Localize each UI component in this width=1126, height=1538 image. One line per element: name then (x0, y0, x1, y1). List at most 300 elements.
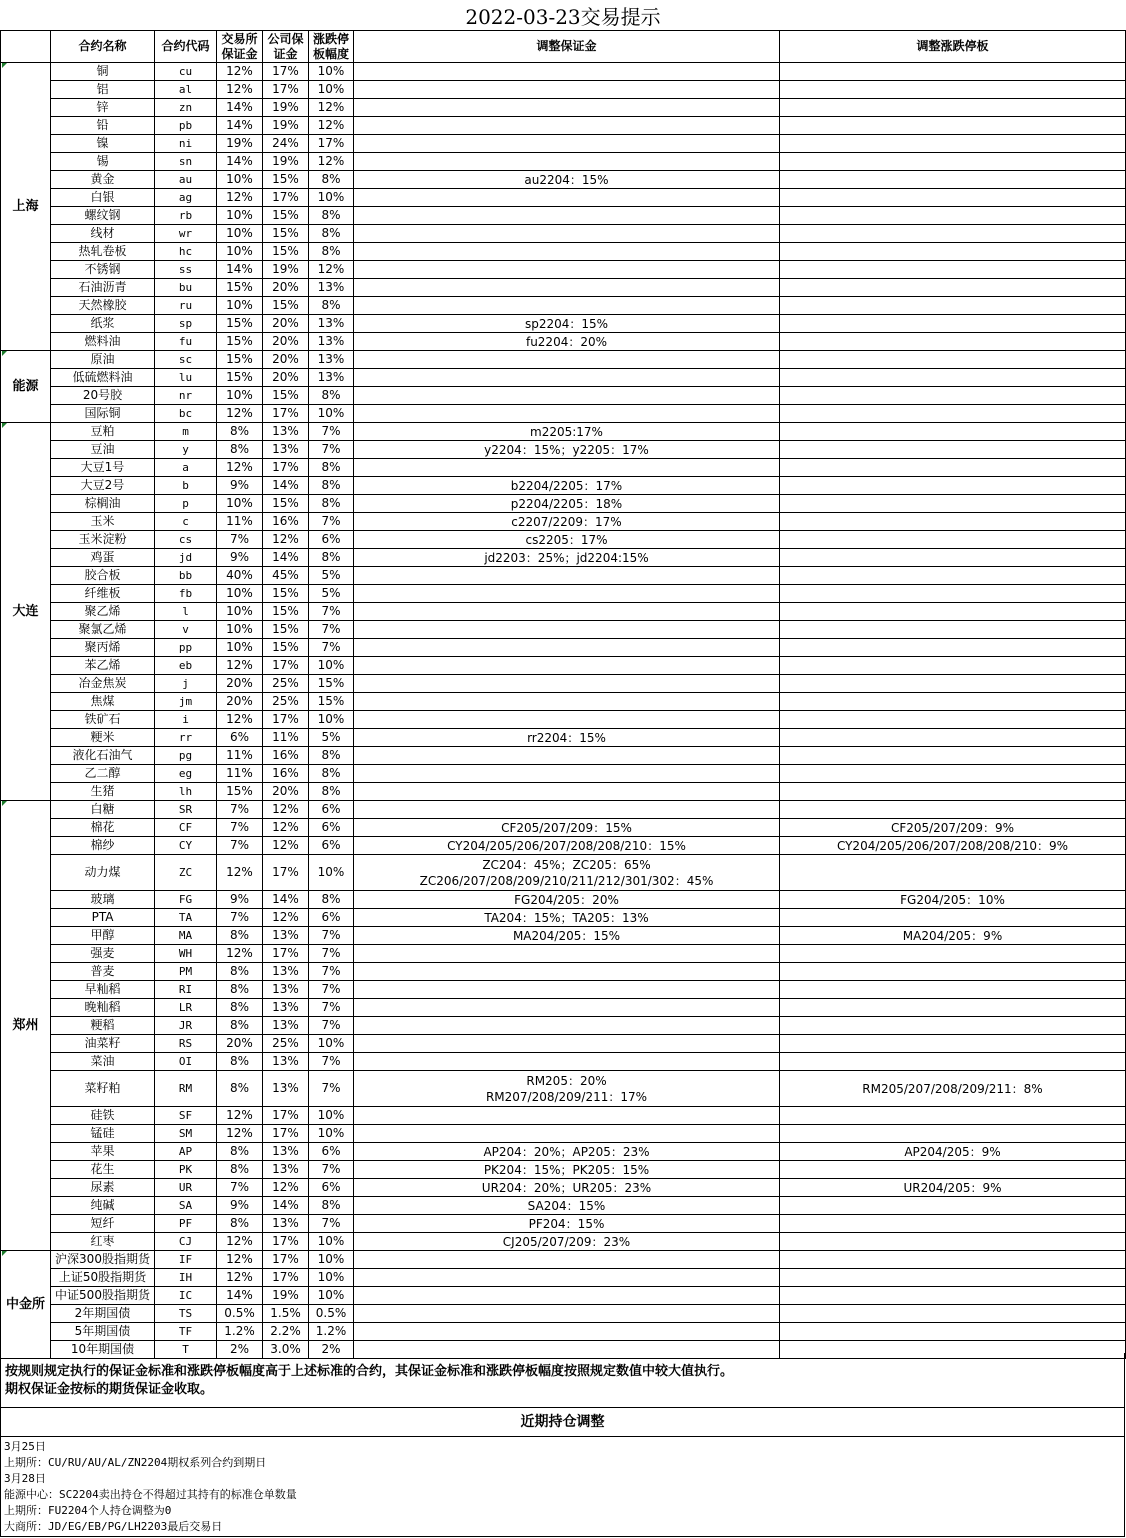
exchange-margin: 14% (217, 117, 263, 135)
table-row (1, 1251, 1126, 1269)
price-limit: 7% (309, 1053, 354, 1071)
table-row (1, 1233, 1126, 1251)
exchange-margin: 15% (217, 333, 263, 351)
adjusted-margin (354, 81, 780, 99)
adjusted-limit (780, 621, 1126, 639)
contract-code: pp (155, 639, 217, 657)
company-margin: 17% (263, 405, 309, 423)
adjusted-margin-text: MA204/205：15% (512, 928, 621, 943)
contract-name: 粳稻 (51, 1017, 155, 1035)
company-margin: 17% (263, 945, 309, 963)
exchange-margin: 9% (217, 549, 263, 567)
adjusted-limit (780, 1017, 1126, 1035)
price-limit: 8% (309, 495, 354, 513)
contract-code: PM (155, 963, 217, 981)
company-margin: 13% (263, 927, 309, 945)
contract-code: sp (155, 315, 217, 333)
table-row (1, 1035, 1126, 1053)
exchange-margin: 11% (217, 747, 263, 765)
adjusted-margin (354, 387, 780, 405)
exchange-margin: 15% (217, 369, 263, 387)
contract-code: bc (155, 405, 217, 423)
company-margin: 12% (263, 909, 309, 927)
price-limit: 7% (309, 1215, 354, 1233)
contract-code: ss (155, 261, 217, 279)
adjusted-limit (780, 171, 1126, 189)
adjusted-limit (780, 909, 1126, 927)
table-row (1, 1179, 1126, 1197)
exchange-cell (1, 423, 51, 801)
table-row (1, 1017, 1126, 1035)
exchange-label: 大连 (12, 604, 39, 619)
adjusted-limit: FG204/205：10% (780, 891, 1126, 909)
adjusted-margin (354, 63, 780, 81)
contract-name: 中证500股指期货 (51, 1287, 155, 1305)
price-limit: 8% (309, 171, 354, 189)
adjusted-margin (354, 1215, 780, 1233)
table-row (1, 765, 1126, 783)
adjusted-margin-text: b2204/2205：17% (510, 478, 623, 493)
contract-name: 豆粕 (51, 423, 155, 441)
adjusted-margin (354, 1251, 780, 1269)
adjusted-margin-text: PF204：15% (528, 1216, 605, 1231)
adjusted-margin (354, 1323, 780, 1341)
price-limit: 10% (309, 1251, 354, 1269)
adjusted-margin-text: CJ205/207/209：23% (502, 1234, 631, 1249)
table-row (1, 891, 1126, 909)
exchange-margin: 12% (217, 63, 263, 81)
contract-name: 玉米 (51, 513, 155, 531)
header-comp-margin: 公司保证金 (263, 31, 309, 63)
table-row (1, 801, 1126, 819)
table-row (1, 621, 1126, 639)
adjusted-limit (780, 657, 1126, 675)
price-limit: 8% (309, 1197, 354, 1215)
adjusted-margin (354, 117, 780, 135)
contract-name: 胶合板 (51, 567, 155, 585)
adjusted-limit: MA204/205：9% (780, 927, 1126, 945)
table-row (1, 837, 1126, 855)
company-margin: 15% (263, 207, 309, 225)
table-row (1, 1323, 1126, 1341)
table-row (1, 747, 1126, 765)
table-row (1, 63, 1126, 81)
table-row (1, 117, 1126, 135)
adjusted-margin (354, 783, 780, 801)
contract-code: hc (155, 243, 217, 261)
company-margin: 20% (263, 783, 309, 801)
adjusted-limit: UR204/205：9% (780, 1179, 1126, 1197)
price-limit: 7% (309, 999, 354, 1017)
company-margin: 13% (263, 1071, 309, 1107)
adjusted-limit (780, 1287, 1126, 1305)
contract-name: 纸浆 (51, 315, 155, 333)
exchange-margin: 10% (217, 225, 263, 243)
adjusted-limit (780, 63, 1126, 81)
adjusted-margin (354, 1035, 780, 1053)
contract-name: 10年期国债 (51, 1341, 155, 1359)
exchange-margin: 8% (217, 981, 263, 999)
header-adj-limit: 调整涨跌停板 (780, 31, 1126, 63)
price-limit: 5% (309, 585, 354, 603)
contract-code: PK (155, 1161, 217, 1179)
exchange-margin: 10% (217, 207, 263, 225)
adjusted-limit (780, 333, 1126, 351)
contract-name: 铅 (51, 117, 155, 135)
contract-code: AP (155, 1143, 217, 1161)
table-row (1, 1269, 1126, 1287)
adjusted-margin (354, 1179, 780, 1197)
adjusted-limit (780, 747, 1126, 765)
contract-code: cu (155, 63, 217, 81)
contract-name: 尿素 (51, 1179, 155, 1197)
recent-line: 上期所：FU2204个人持仓调整为0 (4, 1504, 172, 1517)
adjusted-limit (780, 585, 1126, 603)
contract-code: WH (155, 945, 217, 963)
exchange-cell (1, 801, 51, 1251)
price-limit: 6% (309, 1143, 354, 1161)
table-row (1, 1107, 1126, 1125)
contract-name: 豆油 (51, 441, 155, 459)
price-limit: 17% (309, 135, 354, 153)
adjusted-limit (780, 153, 1126, 171)
company-margin: 13% (263, 1017, 309, 1035)
contract-name: 燃料油 (51, 333, 155, 351)
company-margin: 15% (263, 639, 309, 657)
adjusted-limit (780, 387, 1126, 405)
adjusted-limit (780, 693, 1126, 711)
exchange-margin: 8% (217, 423, 263, 441)
adjusted-limit (780, 135, 1126, 153)
adjusted-limit (780, 1323, 1126, 1341)
adjusted-margin (354, 351, 780, 369)
company-margin: 15% (263, 387, 309, 405)
table-row (1, 819, 1126, 837)
table-row (1, 639, 1126, 657)
adjusted-margin (354, 765, 780, 783)
contract-name: 生猪 (51, 783, 155, 801)
price-limit: 12% (309, 117, 354, 135)
recent-line: 上期所：CU/RU/AU/AL/ZN2204期权系列合约到期日 (4, 1456, 267, 1469)
contract-code: FG (155, 891, 217, 909)
adjusted-limit (780, 495, 1126, 513)
exchange-margin: 15% (217, 279, 263, 297)
exchange-margin: 12% (217, 945, 263, 963)
adjusted-margin (354, 153, 780, 171)
adjusted-margin (354, 675, 780, 693)
contract-code: SF (155, 1107, 217, 1125)
company-margin: 15% (263, 621, 309, 639)
company-margin: 17% (263, 1233, 309, 1251)
contract-name: 5年期国债 (51, 1323, 155, 1341)
contract-code: jm (155, 693, 217, 711)
adjusted-limit (780, 567, 1126, 585)
adjusted-limit (780, 297, 1126, 315)
contract-name: 苹果 (51, 1143, 155, 1161)
price-limit: 5% (309, 729, 354, 747)
contract-name: 棉纱 (51, 837, 155, 855)
adjusted-limit: CF205/207/209：9% (780, 819, 1126, 837)
company-margin: 16% (263, 513, 309, 531)
table-row (1, 729, 1126, 747)
contract-name: 石油沥青 (51, 279, 155, 297)
price-limit: 7% (309, 1161, 354, 1179)
exchange-margin: 8% (217, 1161, 263, 1179)
contract-code: ru (155, 297, 217, 315)
adjusted-limit (780, 531, 1126, 549)
contract-name: 线材 (51, 225, 155, 243)
adjusted-margin (354, 171, 780, 189)
exchange-margin: 12% (217, 711, 263, 729)
contract-name: 聚氯乙烯 (51, 621, 155, 639)
price-limit: 10% (309, 1125, 354, 1143)
adjusted-margin (354, 1287, 780, 1305)
company-margin: 13% (263, 423, 309, 441)
price-limit: 1.2% (309, 1323, 354, 1341)
adjusted-margin (354, 801, 780, 819)
contract-name: 液化石油气 (51, 747, 155, 765)
contract-code: fb (155, 585, 217, 603)
exchange-margin: 1.2% (217, 1323, 263, 1341)
adjusted-margin (354, 333, 780, 351)
contract-code: JR (155, 1017, 217, 1035)
table-row (1, 945, 1126, 963)
company-margin: 17% (263, 711, 309, 729)
contract-name: 棉花 (51, 819, 155, 837)
table-row (1, 1305, 1126, 1323)
adjusted-margin (354, 963, 780, 981)
adjusted-limit (780, 225, 1126, 243)
contract-code: PF (155, 1215, 217, 1233)
contract-name: 玉米淀粉 (51, 531, 155, 549)
price-limit: 6% (309, 837, 354, 855)
adjusted-margin (354, 1125, 780, 1143)
price-limit: 10% (309, 1107, 354, 1125)
contract-name: 早籼稻 (51, 981, 155, 999)
company-margin: 15% (263, 171, 309, 189)
company-margin: 19% (263, 117, 309, 135)
company-margin: 16% (263, 747, 309, 765)
table-row (1, 549, 1126, 567)
exchange-margin: 7% (217, 837, 263, 855)
adjusted-limit (780, 999, 1126, 1017)
contract-code: b (155, 477, 217, 495)
table-row (1, 171, 1126, 189)
exchange-label: 郑州 (12, 1018, 39, 1033)
contract-name: 油菜籽 (51, 1035, 155, 1053)
company-margin: 13% (263, 963, 309, 981)
company-margin: 20% (263, 333, 309, 351)
company-margin: 13% (263, 999, 309, 1017)
contract-name: 上证50股指期货 (51, 1269, 155, 1287)
table-row (1, 441, 1126, 459)
contract-name: 不锈钢 (51, 261, 155, 279)
exchange-margin: 10% (217, 387, 263, 405)
contract-name: 焦煤 (51, 693, 155, 711)
contract-name: 低硫燃料油 (51, 369, 155, 387)
adjusted-margin (354, 1017, 780, 1035)
adjusted-margin (354, 603, 780, 621)
table-row (1, 405, 1126, 423)
adjusted-margin-text-2: RM207/208/209/211：17% (485, 1089, 648, 1104)
adjusted-limit (780, 801, 1126, 819)
exchange-margin: 12% (217, 1107, 263, 1125)
adjusted-margin (354, 999, 780, 1017)
contract-code: j (155, 675, 217, 693)
table-row (1, 225, 1126, 243)
contract-code: lu (155, 369, 217, 387)
adjusted-limit (780, 603, 1126, 621)
adjusted-margin (354, 243, 780, 261)
price-limit: 10% (309, 855, 354, 891)
adjusted-limit (780, 207, 1126, 225)
table-row (1, 1053, 1126, 1071)
contract-code: y (155, 441, 217, 459)
company-margin: 17% (263, 1251, 309, 1269)
exchange-margin: 12% (217, 189, 263, 207)
adjusted-limit (780, 765, 1126, 783)
exchange-cell (1, 351, 51, 423)
adjusted-margin (354, 1107, 780, 1125)
company-margin: 17% (263, 1269, 309, 1287)
company-margin: 45% (263, 567, 309, 585)
table-row (1, 909, 1126, 927)
price-limit: 6% (309, 819, 354, 837)
adjusted-margin-text: RM205：20% (526, 1073, 607, 1088)
table-row (1, 963, 1126, 981)
adjusted-margin-text: CY204/205/206/207/208/208/210：15% (447, 838, 686, 853)
price-limit: 13% (309, 315, 354, 333)
adjusted-limit (780, 963, 1126, 981)
adjusted-limit (780, 1197, 1126, 1215)
table-row (1, 711, 1126, 729)
adjusted-margin (354, 693, 780, 711)
contract-name: 棕榈油 (51, 495, 155, 513)
contract-name: 白银 (51, 189, 155, 207)
contract-code: SR (155, 801, 217, 819)
exchange-margin: 12% (217, 657, 263, 675)
header-adj-margin: 调整保证金 (354, 31, 780, 63)
exchange-margin: 14% (217, 261, 263, 279)
company-margin: 17% (263, 459, 309, 477)
table-row (1, 603, 1126, 621)
company-margin: 13% (263, 981, 309, 999)
adjusted-margin (354, 819, 780, 837)
contract-name: 甲醇 (51, 927, 155, 945)
price-limit: 6% (309, 1179, 354, 1197)
adjusted-limit (780, 981, 1126, 999)
company-margin: 17% (263, 657, 309, 675)
exchange-margin: 12% (217, 1125, 263, 1143)
recent-line: 大商所：JD/EG/EB/PG/LH2203最后交易日 (4, 1520, 223, 1533)
contract-code: TS (155, 1305, 217, 1323)
exchange-label: 上海 (12, 199, 39, 214)
price-limit: 8% (309, 747, 354, 765)
company-margin: 11% (263, 729, 309, 747)
adjusted-margin (354, 1143, 780, 1161)
header-name: 合约名称 (51, 31, 155, 63)
adjusted-margin (354, 459, 780, 477)
adjusted-margin-text: m2205:17% (530, 424, 603, 439)
adjusted-limit (780, 711, 1126, 729)
adjusted-limit (780, 99, 1126, 117)
table-row (1, 477, 1126, 495)
table-row (1, 351, 1126, 369)
adjusted-margin (354, 567, 780, 585)
contract-name: 20号胶 (51, 387, 155, 405)
company-margin: 12% (263, 819, 309, 837)
adjusted-margin (354, 1071, 780, 1107)
price-limit: 13% (309, 333, 354, 351)
exchange-margin: 10% (217, 603, 263, 621)
exchange-margin: 7% (217, 909, 263, 927)
price-limit: 12% (309, 261, 354, 279)
page-title: 2022-03-23交易提示 (465, 5, 661, 29)
table-row (1, 279, 1126, 297)
adjusted-margin (354, 369, 780, 387)
contract-code: OI (155, 1053, 217, 1071)
table-row (1, 1143, 1126, 1161)
exchange-margin: 9% (217, 891, 263, 909)
exchange-margin: 20% (217, 675, 263, 693)
table-row (1, 423, 1126, 441)
contract-name: 聚乙烯 (51, 603, 155, 621)
adjusted-limit: CY204/205/206/207/208/208/210：9% (780, 837, 1126, 855)
contract-code: SM (155, 1125, 217, 1143)
adjusted-margin (354, 207, 780, 225)
adjusted-margin-text: y2204：15%；y2205：17% (484, 442, 649, 457)
adjusted-limit (780, 783, 1126, 801)
contract-code: lh (155, 783, 217, 801)
adjusted-limit (780, 1161, 1126, 1179)
adjusted-margin (354, 1233, 780, 1251)
company-margin: 13% (263, 1215, 309, 1233)
table-row (1, 81, 1126, 99)
exchange-margin: 15% (217, 351, 263, 369)
adjusted-margin-text: ZC204：45%；ZC205：65% (482, 857, 651, 872)
contract-name: 镍 (51, 135, 155, 153)
price-limit: 0.5% (309, 1305, 354, 1323)
company-margin: 12% (263, 1179, 309, 1197)
table-row (1, 135, 1126, 153)
adjusted-limit (780, 423, 1126, 441)
contract-code: nr (155, 387, 217, 405)
adjusted-limit (780, 1269, 1126, 1287)
adjusted-limit (780, 639, 1126, 657)
cell-marker-icon (2, 423, 7, 428)
price-limit: 8% (309, 225, 354, 243)
contract-code: rr (155, 729, 217, 747)
adjusted-limit (780, 1125, 1126, 1143)
company-margin: 15% (263, 603, 309, 621)
price-limit: 10% (309, 63, 354, 81)
contract-name: 菜油 (51, 1053, 155, 1071)
company-margin: 14% (263, 891, 309, 909)
adjusted-limit (780, 81, 1126, 99)
contract-name: 锰硅 (51, 1125, 155, 1143)
price-limit: 7% (309, 423, 354, 441)
exchange-margin: 7% (217, 801, 263, 819)
company-margin: 17% (263, 1125, 309, 1143)
adjusted-limit: RM205/207/208/209/211：8% (780, 1071, 1126, 1107)
company-margin: 20% (263, 351, 309, 369)
contract-name: 硅铁 (51, 1107, 155, 1125)
exchange-margin: 15% (217, 315, 263, 333)
table-row (1, 1161, 1126, 1179)
contract-name: 普麦 (51, 963, 155, 981)
price-limit: 10% (309, 657, 354, 675)
adjusted-margin-text: SA204：15% (527, 1198, 606, 1213)
